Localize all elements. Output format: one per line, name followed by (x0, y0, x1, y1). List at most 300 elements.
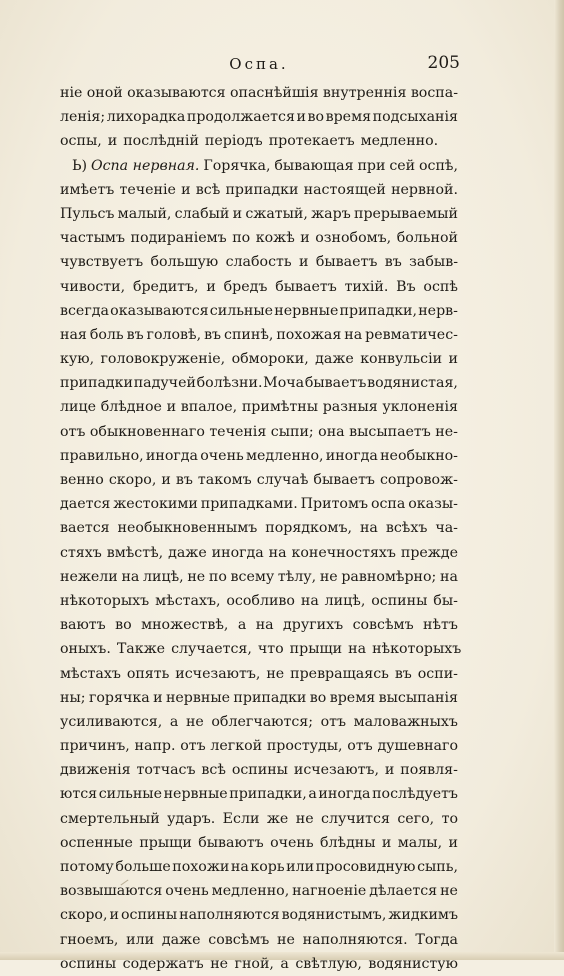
word: на (268, 544, 287, 561)
word: нерв- (418, 302, 458, 319)
word: такомъ (197, 472, 252, 488)
word: боль (89, 326, 124, 343)
word: чивости, (60, 278, 126, 295)
word: оныхъ. (60, 641, 111, 658)
word: и (107, 133, 118, 150)
word: во (309, 689, 327, 706)
word: на (344, 326, 363, 343)
word: Если (222, 810, 260, 827)
word: припадки (60, 375, 133, 392)
word: обыкновеннаго (89, 423, 205, 440)
word: похожи (172, 859, 230, 875)
word: дается (60, 496, 111, 513)
word: блѣдное (100, 399, 162, 416)
word: оной (86, 85, 123, 101)
word: очень (270, 834, 314, 851)
text-line (60, 903, 458, 927)
word: простуды, (266, 738, 343, 755)
word: и (181, 181, 191, 198)
word: ударъ. (167, 810, 216, 827)
word: и (381, 834, 392, 851)
page-header (60, 50, 458, 80)
word: легкой (210, 738, 263, 755)
word: ленія; (60, 109, 106, 126)
word: наполняются. (302, 931, 408, 948)
word: оспа (370, 496, 406, 513)
text-line (60, 468, 458, 492)
word: не (295, 810, 314, 827)
word: а (280, 955, 289, 972)
word: отъ (60, 423, 86, 440)
word: прерываемый (353, 205, 458, 222)
word: очень (200, 447, 244, 464)
word: прыщи (289, 641, 343, 658)
word: слабость (225, 254, 292, 271)
text-line (60, 226, 458, 250)
word: кожѣ (255, 230, 295, 247)
word: припадки (225, 181, 299, 198)
word: похожая (276, 326, 342, 343)
word: лицѣ, (324, 592, 366, 609)
word: водянистымъ, (281, 907, 387, 924)
word: блѣдны (319, 834, 376, 851)
word: гной, (234, 955, 274, 972)
text-line (60, 928, 458, 952)
word: бываютъ (198, 834, 264, 851)
word: а (169, 713, 179, 730)
word: или (126, 931, 155, 948)
word: припадки (233, 689, 307, 706)
word: а (237, 617, 247, 634)
word: припадки, (339, 302, 418, 319)
word: нервной. (391, 181, 458, 198)
word: равномѣрно; (341, 568, 437, 585)
word: отъ (320, 713, 347, 730)
word: всему (230, 568, 275, 585)
word: очень (165, 883, 209, 900)
text-line (60, 81, 458, 105)
text-line (60, 589, 458, 613)
word: мѣстахъ (60, 665, 121, 682)
word: конвульсіи (360, 351, 443, 368)
word: наполняются (179, 907, 280, 924)
word: она (318, 423, 345, 440)
word: жидкимъ (388, 907, 458, 924)
word: иногда (325, 447, 378, 464)
word: ревматичес- (365, 326, 458, 343)
text-line (60, 831, 458, 855)
word: иногда (211, 544, 264, 561)
word: обмороки, (231, 351, 309, 368)
word: совсѣмъ (352, 617, 414, 634)
word: оспины (371, 592, 428, 609)
word: всѣ (195, 181, 221, 198)
word: сильные (98, 786, 162, 803)
word: необыкно- (380, 447, 458, 464)
word: теченіе (119, 181, 176, 198)
word: въ (175, 472, 193, 488)
word: сыпи; (270, 423, 314, 440)
word: не (210, 955, 229, 972)
word: скоро, (108, 472, 157, 488)
word: совсѣмъ (208, 931, 270, 948)
text-line (60, 952, 458, 976)
word: Пульсъ (60, 205, 115, 222)
word: падучей (133, 375, 196, 392)
word: душевнаго (377, 738, 458, 755)
word: просовидную (315, 859, 416, 875)
word: во (115, 617, 132, 634)
word: бредъ (223, 278, 268, 295)
word: особливо (226, 592, 295, 609)
word: скоро, (60, 907, 108, 924)
word: головокруженіе, (100, 351, 226, 368)
word: усиливаются, (60, 713, 163, 730)
word: Въ (396, 278, 416, 295)
text-line (60, 516, 458, 540)
word: иногда (318, 786, 371, 803)
word: вается (60, 520, 110, 537)
word: Моча (263, 375, 305, 392)
word: слабый (174, 205, 230, 222)
word: всегда (60, 302, 109, 319)
text-line (60, 565, 458, 589)
page-number: 205 (427, 53, 460, 73)
word: медленно, (211, 883, 290, 900)
word: водянистая, (367, 375, 458, 392)
word: припадками. (200, 496, 298, 513)
word: корь (250, 859, 285, 875)
page-edge-right (554, 0, 564, 960)
word: потому (60, 859, 114, 875)
word: ніе (60, 85, 83, 101)
text-line (60, 323, 458, 347)
word: ваютъ (60, 617, 106, 634)
word: оспѣ (423, 278, 458, 295)
word: правильно, (60, 447, 144, 464)
word: сильные (209, 302, 274, 319)
word: медленно. (360, 133, 439, 150)
text-line (60, 734, 458, 758)
word: сей (389, 157, 416, 174)
word: и (300, 230, 310, 247)
word: въ (204, 326, 222, 343)
word: и (448, 834, 458, 851)
word: головѣ, (146, 326, 202, 343)
body-text (60, 81, 462, 976)
text-line (60, 613, 458, 637)
text-line (60, 371, 458, 395)
word: малый, (117, 205, 172, 222)
word: въ (384, 254, 402, 271)
word: и (448, 351, 458, 368)
word: настоящей (303, 181, 386, 198)
word: оказываются (110, 302, 209, 319)
word: ознобомъ, (315, 230, 392, 247)
word: болѣзни. (196, 375, 263, 392)
word: ются (60, 786, 98, 803)
word: послѣдуетъ (372, 786, 458, 803)
word: прежде (400, 544, 458, 561)
word: тѣлу, (277, 568, 317, 585)
word: оспы, (60, 133, 102, 150)
word: венно (60, 472, 104, 488)
word: не (185, 713, 204, 730)
word: не (277, 931, 295, 948)
text-line (60, 129, 458, 153)
word: водянистую (368, 955, 458, 972)
word: даже (161, 931, 201, 948)
word: уклоненія (382, 399, 458, 416)
word: не (440, 883, 458, 900)
word: горячка (88, 689, 150, 706)
word: оспенные (60, 834, 133, 851)
text-line (60, 395, 458, 419)
word: бываетъ (315, 254, 378, 271)
word: оспины (231, 762, 288, 779)
word: а (308, 786, 317, 803)
word: нервные (165, 689, 231, 706)
word: что (257, 641, 284, 658)
word: даже (168, 544, 207, 561)
word: смертельный (60, 810, 160, 827)
text-line (60, 879, 458, 903)
word: по (232, 230, 251, 247)
word: стяхъ (60, 544, 102, 561)
word: медленно, (245, 447, 324, 464)
word: не (266, 665, 285, 682)
word: множествѣ, (141, 617, 229, 634)
word: оказы- (408, 496, 458, 513)
word: опаснѣйшія (229, 85, 319, 101)
word: причинъ, (60, 738, 130, 755)
word: дѣлается (369, 883, 438, 900)
word: протекаетъ (268, 133, 355, 150)
word: возвышаются (60, 883, 163, 900)
word: опять (126, 665, 170, 682)
word: на (300, 592, 319, 609)
text-line (60, 202, 458, 226)
text-line (60, 105, 458, 129)
word: иногда (145, 447, 199, 464)
word: лихорадка (106, 109, 186, 126)
word: періодъ (204, 133, 263, 150)
word: Горячка, (203, 157, 271, 174)
word: всѣ (201, 762, 226, 779)
word: не (187, 568, 206, 585)
word: Оспа нервная. (90, 157, 200, 174)
word: нѣтъ (423, 617, 458, 634)
word: забыв- (409, 254, 458, 271)
word: отъ (180, 738, 206, 755)
word: бывающая (274, 157, 354, 174)
word: другихъ (283, 617, 344, 634)
word: облегчаются; (211, 713, 314, 730)
text-line (60, 855, 458, 879)
word: нагноеніе (292, 883, 367, 900)
word: подсыханія (372, 109, 458, 126)
text-line (60, 347, 458, 371)
word: припадки, (229, 786, 307, 803)
word: напр. (134, 738, 176, 755)
word: вмѣстѣ, (106, 544, 164, 561)
text-line (60, 686, 458, 710)
word: подираніемъ (130, 230, 227, 247)
text-line (60, 444, 458, 468)
word: на (348, 641, 367, 658)
running-title: Оспа. (229, 55, 289, 73)
word: и (109, 907, 119, 924)
word: лицѣ, (143, 568, 184, 585)
word: появля- (400, 762, 458, 779)
word: ны; (60, 689, 86, 706)
word: теченія (209, 423, 267, 440)
text-line (60, 782, 458, 806)
word: конечностяхъ (291, 544, 396, 561)
word: на (230, 859, 249, 875)
word: случится (321, 810, 390, 827)
word: высыпанія (378, 689, 458, 706)
word: необыкновеннымъ (117, 520, 258, 537)
word: на (439, 568, 458, 585)
word: маловажныхъ (353, 713, 458, 730)
word: на (255, 617, 274, 634)
word: внутреннія (322, 85, 407, 101)
word: превращаясь (290, 665, 389, 682)
text-line (60, 637, 462, 661)
text-line (60, 299, 458, 323)
word: чувствуетъ (60, 254, 144, 271)
word: оспины (120, 907, 178, 924)
word: даже (315, 351, 354, 368)
word: Притомъ (300, 496, 369, 513)
word: малы, (397, 834, 443, 851)
word: жестокими (113, 496, 198, 513)
word: всѣхъ (385, 520, 428, 537)
word: и (296, 109, 306, 126)
text-line (60, 250, 458, 274)
word: прыщи (139, 834, 192, 851)
word: движенія (60, 762, 131, 779)
word: время (325, 109, 372, 126)
word: не (319, 568, 338, 585)
word: примѣтны (241, 399, 319, 416)
word: сопровож- (379, 472, 458, 488)
word: Тогда (415, 931, 458, 948)
text-line (60, 420, 458, 444)
word: и (153, 689, 163, 706)
word: и (299, 254, 309, 271)
word: спинѣ, (224, 326, 274, 343)
text-line (60, 758, 458, 782)
word: продолжается (186, 109, 295, 126)
word: или (286, 859, 315, 875)
word: жаръ (311, 205, 351, 222)
word: и (206, 278, 216, 295)
word: высыпаетъ (349, 423, 431, 440)
word: и (384, 762, 395, 779)
word: разныя (322, 399, 378, 416)
word: ча- (435, 520, 458, 537)
word: въ (126, 326, 144, 343)
word: по (208, 568, 227, 585)
word: нѣкоторыхъ (372, 641, 462, 658)
word: сжатый, (245, 205, 308, 222)
word: бываетъ (304, 375, 367, 392)
word: оспѣ, (418, 157, 458, 174)
word: гноемъ, (60, 931, 119, 948)
word: случается, (171, 641, 252, 658)
word: лице (60, 399, 96, 416)
word: и (232, 205, 243, 222)
text-line (60, 807, 458, 831)
word: порядкомъ, (265, 520, 352, 537)
word: бываетъ (275, 278, 337, 295)
word: исчезаютъ, (293, 762, 379, 779)
word: сыпь, (417, 859, 458, 875)
word: время (329, 689, 376, 706)
word: частымъ (60, 230, 125, 247)
text-line (60, 154, 458, 178)
word: бы- (433, 592, 458, 609)
word: бредитъ, (132, 278, 199, 295)
word: впалое, (180, 399, 238, 416)
word: бываетъ (313, 472, 375, 488)
word: оспи- (417, 665, 458, 682)
word: нежели (60, 568, 118, 585)
word: же (266, 810, 289, 827)
word: въ (394, 665, 412, 682)
word: при (357, 157, 386, 174)
word: во (307, 109, 325, 126)
text-line (60, 178, 458, 202)
word: мѣстахъ, (155, 592, 221, 609)
text-line (60, 662, 458, 686)
word: Ь) (72, 157, 88, 174)
word: отъ (347, 738, 373, 755)
word: больше (115, 859, 171, 875)
text-line (60, 710, 458, 734)
text-line (60, 275, 458, 299)
word: ная (60, 326, 87, 343)
word: на (121, 568, 140, 585)
word: и (166, 399, 177, 416)
word: воспа- (410, 85, 458, 101)
word: содержатъ (122, 955, 204, 972)
word: то (441, 810, 458, 827)
word: оспины (60, 955, 117, 972)
word: больной (396, 230, 458, 247)
word: случаѣ (256, 472, 309, 488)
word: нервные (163, 786, 228, 803)
word: на (359, 520, 378, 537)
text-line (60, 492, 458, 516)
word: Также (116, 641, 166, 658)
word: нервные (274, 302, 339, 319)
word: большую (150, 254, 219, 271)
word: тихій. (344, 278, 389, 295)
word: и (161, 472, 171, 488)
word: сего, (397, 810, 435, 827)
word: свѣтлую, (295, 955, 362, 972)
text-line (60, 541, 458, 565)
word: тотчасъ (136, 762, 196, 779)
word: не- (435, 423, 458, 440)
word: исчезаютъ, (175, 665, 261, 682)
word: оказываются (127, 85, 226, 101)
word: нѣкоторыхъ (60, 592, 150, 609)
word: имѣетъ (60, 181, 115, 198)
